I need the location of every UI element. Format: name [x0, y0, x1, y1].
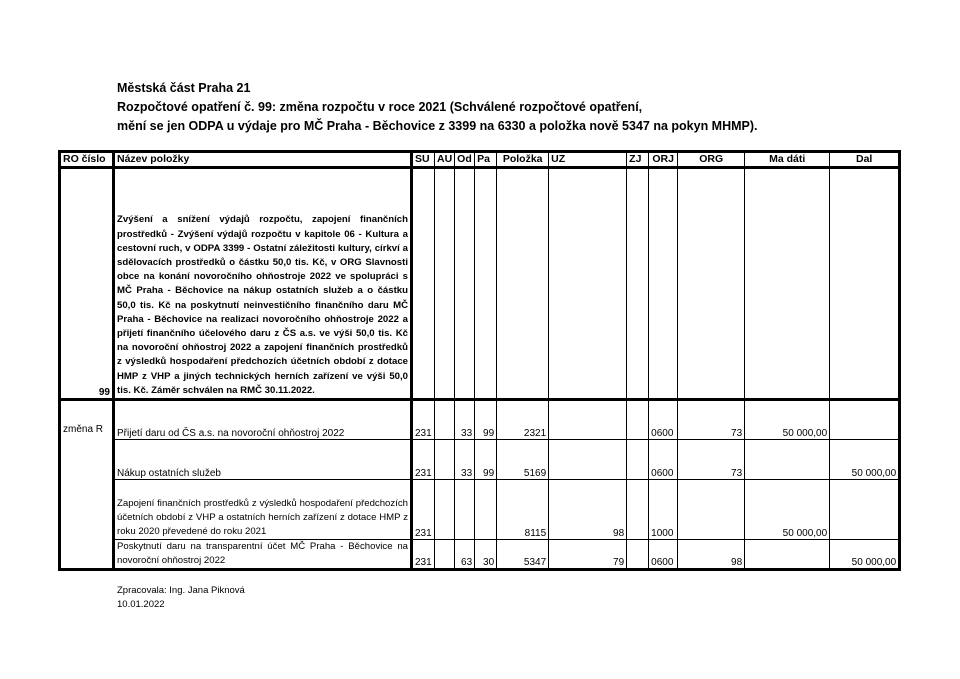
su-cell: 231 — [412, 440, 435, 480]
empty-cell — [497, 168, 549, 400]
empty-cell — [678, 168, 745, 400]
table-row — [60, 480, 900, 540]
uz-cell: 98 — [549, 480, 627, 540]
od-cell — [455, 480, 475, 540]
ro-cislo-cell: změna R — [60, 400, 114, 440]
nazev-cell: Přijetí daru od ČS a.s. na novoroční ohňostroj 2022 — [114, 400, 412, 440]
ro-cislo-cell — [60, 440, 114, 480]
orj-cell: 0600 — [649, 440, 678, 480]
uz-cell — [549, 440, 627, 480]
zj-cell — [627, 540, 649, 570]
col-header-nazev: Název položky — [114, 152, 412, 168]
pa-cell: 99 — [475, 440, 497, 480]
nazev-cell: Zapojení finančních prostředků z výsledků hospodaření předchozích účetních období z VHP a ostatních herních zařízení z dotace HMP z roku 2020 převedené do roku 2021 — [114, 480, 412, 540]
col-header-orj: ORJ — [649, 152, 678, 168]
pa-cell — [475, 480, 497, 540]
au-cell — [435, 540, 455, 570]
col-header-dal: Dal — [830, 152, 900, 168]
col-header-au: AU — [435, 152, 455, 168]
ro-cislo-cell — [60, 540, 114, 570]
zj-cell — [627, 400, 649, 440]
org-cell: 73 — [678, 400, 745, 440]
ma-dati-cell: 50 000,00 — [745, 480, 830, 540]
orj-cell: 1000 — [649, 480, 678, 540]
dal-cell — [830, 480, 900, 540]
od-cell: 63 — [455, 540, 475, 570]
au-cell — [435, 480, 455, 540]
dal-cell: 50 000,00 — [830, 440, 900, 480]
empty-cell — [649, 168, 678, 400]
ma-dati-cell: 50 000,00 — [745, 400, 830, 440]
measure-description: Zvýšení a snížení výdajů rozpočtu, zapojení finančních prostředků - Zvýšení výdajů rozpočtu v kapitole 06 - Kultura a cestovní ruch, v ODPA 3399 - Ostatní záležitosti kultury, církví a sdělovacích prostředků o částku 50,0 tis. Kč, v ORG Slavnosti obce na konání novoročního ohňostroje 2022 ve spolupráci s MČ Praha - Běchovice na nákup ostatních služeb a o částku 50,0 tis. Kč na poskytnutí neinvestičního finančního daru MČ Praha - Běchovice na realizaci novoročního ohňostroje 2022 a přijetí finančního účelového daru z ČS a.s. ve výši 50,0 tis. Kč na novoroční ohňostroj 2022 a zapojení finančních prostředků z výsledků hospodaření předchozích účetních období z dotace HMP z VHP a jiných technických herních zařízení ve výši 50,0 tis. Kč. Záměr schválen na RMČ 30.11.2022. — [114, 168, 412, 400]
col-header-od: Od — [455, 152, 475, 168]
polozka-cell: 8115 — [497, 480, 549, 540]
orj-cell: 0600 — [649, 400, 678, 440]
od-cell: 33 — [455, 400, 475, 440]
zj-cell — [627, 440, 649, 480]
ma-dati-cell — [745, 440, 830, 480]
od-cell: 33 — [455, 440, 475, 480]
col-header-ro-cislo: RO číslo — [60, 152, 114, 168]
dal-cell — [830, 400, 900, 440]
org-cell — [678, 480, 745, 540]
empty-cell — [412, 168, 435, 400]
table-row — [60, 440, 900, 480]
table-row — [60, 400, 900, 440]
nazev-cell: Poskytnutí daru na transparentní účet MČ Praha - Běchovice na novoroční ohňostroj 2022 — [114, 540, 412, 570]
document-date: 10.01.2022 — [117, 599, 165, 610]
empty-cell — [455, 168, 475, 400]
au-cell — [435, 400, 455, 440]
au-cell — [435, 440, 455, 480]
col-header-pa: Pa — [475, 152, 497, 168]
empty-cell — [475, 168, 497, 400]
prepared-by: Zpracovala: Ing. Jana Piknová — [117, 585, 245, 596]
ma-dati-cell — [745, 540, 830, 570]
budget-table — [58, 150, 901, 571]
col-header-su: SU — [412, 152, 435, 168]
org-cell: 98 — [678, 540, 745, 570]
table-header-row — [60, 152, 900, 168]
su-cell: 231 — [412, 480, 435, 540]
budget-measure-title: Rozpočtové opatření č. 99: změna rozpočtu v roce 2021 (Schválené rozpočtové opatření, — [117, 100, 643, 114]
su-cell: 231 — [412, 400, 435, 440]
pa-cell: 99 — [475, 400, 497, 440]
budget-measure-subtitle: mění se jen ODPA u výdaje pro MČ Praha - Běchovice z 3399 na 6330 a položka nově 5347 na pokyn MHMP). — [117, 119, 758, 133]
ro-cislo-cell — [60, 480, 114, 540]
empty-cell — [830, 168, 900, 400]
main-description-row — [60, 168, 900, 400]
col-header-uz: UZ — [549, 152, 627, 168]
empty-cell — [745, 168, 830, 400]
table-row — [60, 540, 900, 570]
polozka-cell: 5169 — [497, 440, 549, 480]
nazev-cell: Nákup ostatních služeb — [114, 440, 412, 480]
uz-cell: 79 — [549, 540, 627, 570]
col-header-org: ORG — [678, 152, 745, 168]
pa-cell: 30 — [475, 540, 497, 570]
zj-cell — [627, 480, 649, 540]
org-cell: 73 — [678, 440, 745, 480]
empty-cell — [435, 168, 455, 400]
empty-cell — [627, 168, 649, 400]
uz-cell — [549, 400, 627, 440]
col-header-zj: ZJ — [627, 152, 649, 168]
su-cell: 231 — [412, 540, 435, 570]
col-header-ma-dati: Ma dáti — [745, 152, 830, 168]
orj-cell: 0600 — [649, 540, 678, 570]
ro-number: 99 — [60, 168, 114, 400]
col-header-polozka: Položka — [497, 152, 549, 168]
empty-cell — [549, 168, 627, 400]
polozka-cell: 2321 — [497, 400, 549, 440]
municipality-title: Městská část Praha 21 — [117, 81, 251, 95]
polozka-cell: 5347 — [497, 540, 549, 570]
dal-cell: 50 000,00 — [830, 540, 900, 570]
